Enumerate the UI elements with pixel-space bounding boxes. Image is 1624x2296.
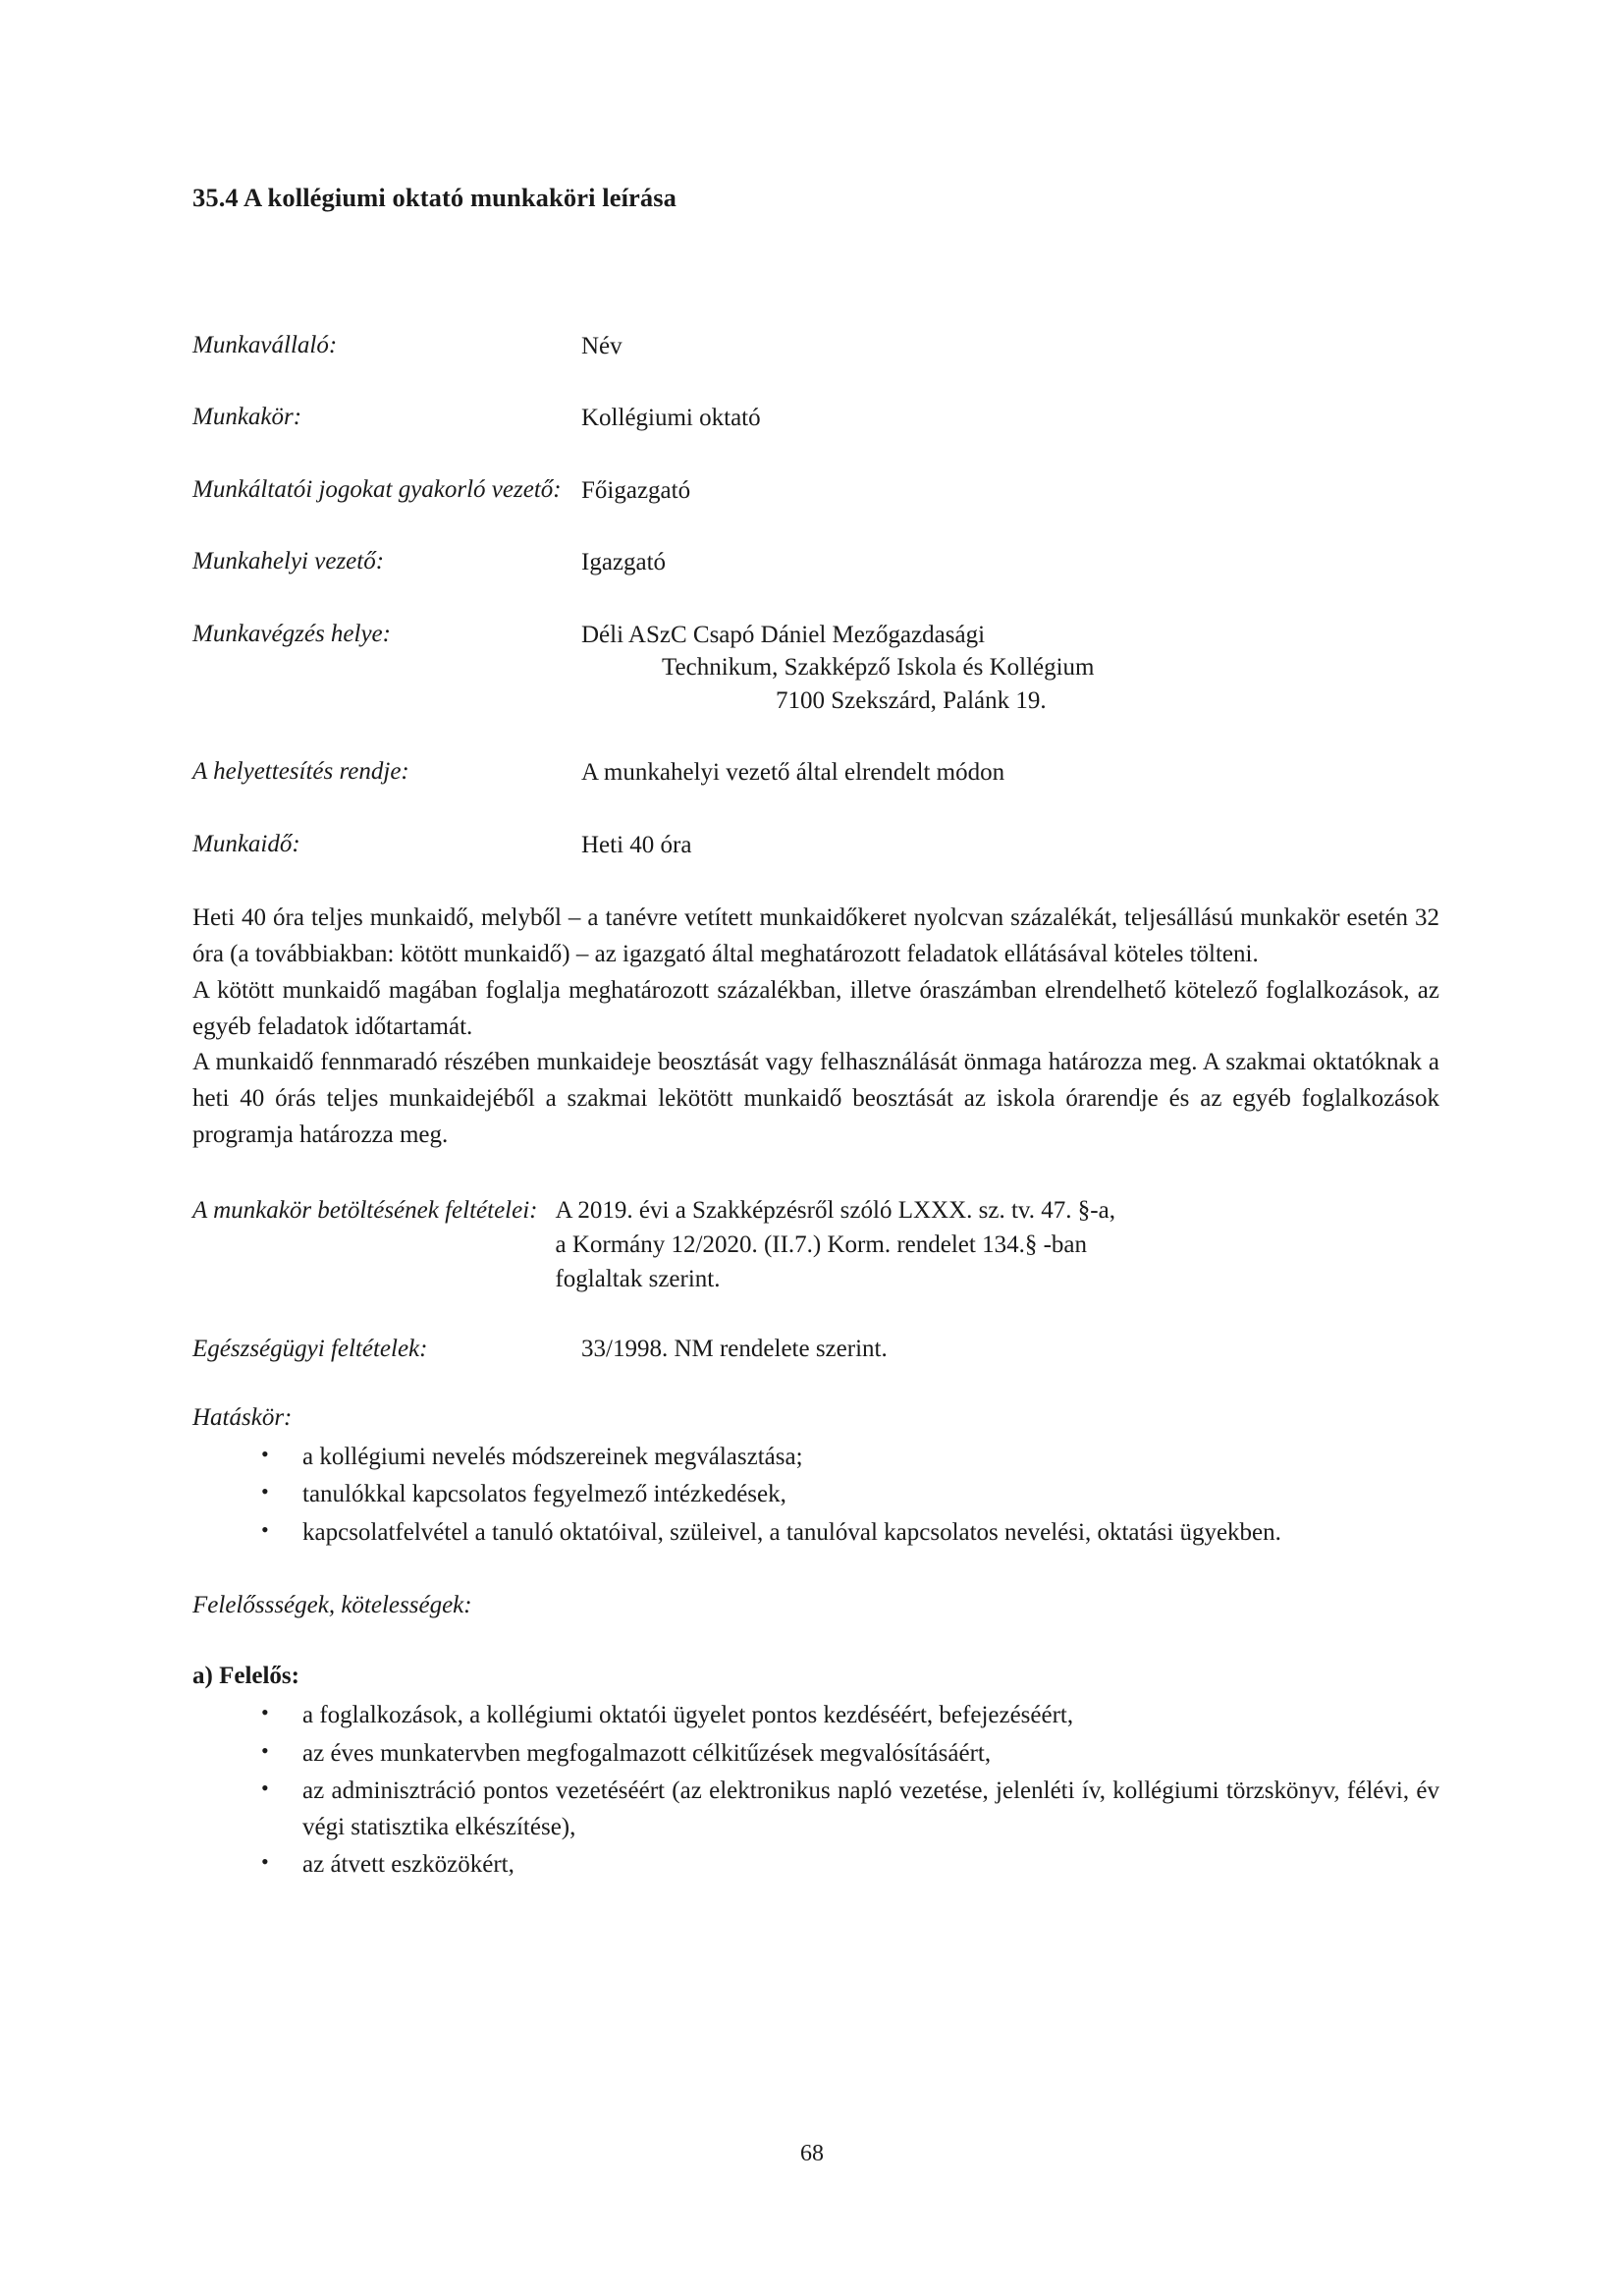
detail-value: Heti 40 óra: [581, 831, 692, 858]
conditions-line-1: A 2019. évi a Szakképzésről szóló LXXX. sz. tv. 47. §-a,: [555, 1196, 1115, 1224]
address-line-1: Déli ASzC Csapó Dániel Mezőgazdasági: [581, 621, 986, 648]
detail-row-worktime: [192, 829, 1439, 862]
detail-label: Munkaidő:: [192, 830, 300, 857]
detail-label: Munkáltatói jogokat gyakorló vezető:: [192, 475, 562, 503]
detail-label: Munkakör:: [192, 404, 302, 431]
page-title: 35.4 A kollégiumi oktató munkaköri leírása: [192, 183, 677, 212]
responsibilities-heading: Felelőssségek, kötelességek:: [192, 1592, 472, 1619]
conditions-line-3: foglaltak szerint.: [555, 1265, 721, 1292]
scope-list: [192, 1440, 1439, 1552]
list-item: • az éves munkatervben megfogalmazott célkitűzések megvalósításáért,: [255, 1736, 1439, 1773]
responsible-subsection-heading: a) Felelős:: [192, 1663, 299, 1690]
detail-value: Kollégiumi oktató: [581, 405, 761, 432]
job-details-list: [192, 330, 1439, 862]
address-line-3: 7100 Szekszárd, Palánk 19.: [776, 686, 1047, 714]
detail-row-workplace-address: [192, 619, 1439, 718]
conditions-label: A munkakör betöltésének feltételei:: [192, 1196, 538, 1224]
detail-label: Munkavégzés helye:: [192, 620, 391, 647]
detail-value: Igazgató: [581, 549, 667, 576]
detail-label: Munkavállaló:: [192, 331, 338, 358]
detail-row-workplace-manager: [192, 546, 1439, 579]
body-paragraph-3: A munkaidő fennmaradó részében munkaideje beosztását vagy felhasználását önmaga határozza meg. A szakmai oktatóknak a heti 40 órás teljes munkaidejéből a szakmai lekötött munkaidő beosztását az iskola órarendje és az egyéb foglalkozások programja határozza meg.: [192, 1049, 1439, 1148]
detail-value: Név: [581, 332, 623, 359]
workplace-address-block: [465, 619, 1477, 718]
conditions-line-2: a Kormány 12/2020. (II.7.) Korm. rendelet 134.§ -ban: [555, 1230, 1088, 1258]
body-paragraph-1: Heti 40 óra teljes munkaidő, melyből – a tanévre vetített munkaidőkeret nyolcvan százalékát, teljesállású munkakör esetén 32 óra (a továbbiakban: kötött munkaidő) – az igazgató által meghatározott feladatok ellátásával köteles tölteni.: [192, 904, 1439, 968]
worktime-description: [192, 901, 1439, 1153]
conditions-value: [555, 1193, 1439, 1296]
detail-label: Munkahelyi vezető:: [192, 548, 385, 575]
job-conditions-row: [192, 1193, 1439, 1296]
health-conditions-row: [192, 1336, 1439, 1363]
list-item: • kapcsolatfelvétel a tanuló oktatóival, szüleivel, a tanulóval kapcsolatos nevelési, oktatási ügyekben.: [255, 1515, 1439, 1552]
list-item: • a kollégiumi nevelés módszereinek megválasztása;: [255, 1440, 1439, 1476]
list-item: • a foglalkozások, a kollégiumi oktatói ügyelet pontos kezdéséért, befejezéséért,: [255, 1698, 1439, 1734]
page-number: 68: [800, 2141, 824, 2166]
list-item: • tanulókkal kapcsolatos fegyelmező intézkedések,: [255, 1477, 1439, 1513]
detail-label: A helyettesítés rendje:: [192, 758, 409, 786]
detail-value: A munkahelyi vezető által elrendelt módon: [581, 759, 1005, 787]
body-paragraph-2: A kötött munkaidő magában foglalja meghatározott százalékban, illetve óraszámban elrendelhető kötelező foglalkozások, az egyéb feladatok időtartamát.: [192, 976, 1439, 1040]
page-content: [192, 183, 1439, 1886]
list-item: • az átvett eszközökért,: [255, 1847, 1439, 1884]
list-item: • az adminisztráció pontos vezetéséért (az elektronikus napló vezetése, jelenléti ív, kollégiumi törzskönyv, félévi, év végi statisztika elkészítése),: [255, 1774, 1439, 1845]
health-value: 33/1998. NM rendelete szerint.: [581, 1335, 888, 1362]
scope-heading: Hatáskör:: [192, 1403, 293, 1431]
detail-row-position: [192, 402, 1439, 435]
detail-row-employer-rights-manager: [192, 474, 1439, 508]
health-label: Egészségügyi feltételek:: [192, 1335, 428, 1362]
address-line-2: Technikum, Szakképző Iskola és Kollégium: [662, 654, 1095, 682]
detail-value: Főigazgató: [581, 476, 691, 504]
responsible-list: [192, 1698, 1439, 1884]
detail-value: [581, 619, 1477, 718]
detail-row-employee: [192, 330, 1439, 363]
detail-row-substitution: [192, 756, 1439, 790]
